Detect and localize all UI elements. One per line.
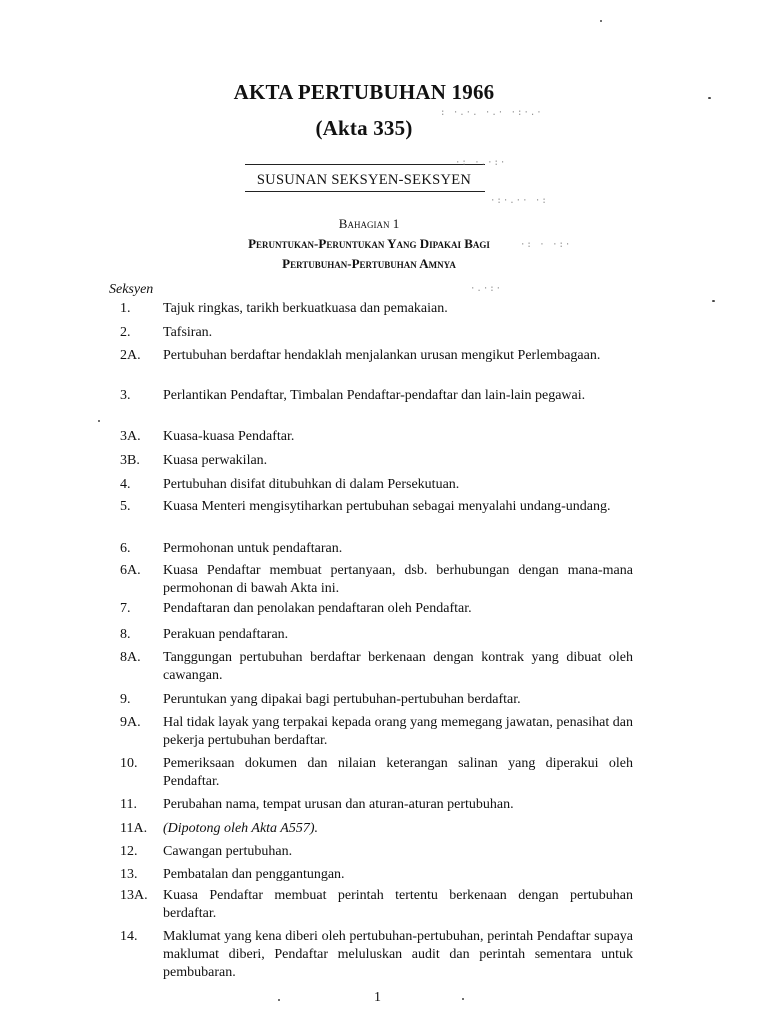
section-title: Kuasa perwakilan. — [163, 453, 268, 468]
section-title: Tafsiran. — [163, 325, 213, 340]
section-number: 4. — [120, 477, 131, 492]
section-number: 2. — [120, 325, 131, 340]
section-number: 10. — [120, 756, 138, 771]
section-title: Pembatalan dan penggantungan. — [163, 867, 345, 882]
act-number: (Akta 335) — [315, 116, 413, 140]
section-title: Kuasa Menteri mengisytiharkan pertubuhan sebagai menyalahi undang-undang. — [163, 499, 611, 514]
section-title: Perubahan nama, tempat urusan dan aturan-aturan pertubuhan. — [163, 797, 514, 812]
scan-speck — [278, 999, 280, 1001]
section-number: 5. — [120, 499, 131, 514]
scan-speck — [600, 20, 602, 22]
section-number: 9A. — [120, 715, 141, 730]
section-title: Kuasa Pendaftar membuat pertanyaan, dsb. berhubungan dengan mana-mana permohonan di bawah Akta ini. — [163, 563, 633, 596]
section-title: Pendaftaran dan penolakan pendaftaran oleh Pendaftar. — [163, 601, 472, 616]
scan-bleedthrough: ·: · ·:· — [520, 240, 572, 250]
heading-rule-top — [245, 164, 485, 165]
section-title: Tajuk ringkas, tarikh berkuatkuasa dan pemakaian. — [163, 301, 448, 316]
scan-speck — [462, 998, 464, 1000]
section-number: 3A. — [120, 429, 141, 444]
section-number: 3B. — [120, 453, 140, 468]
section-title: Hal tidak layak yang terpakai kepada orang yang memegang jawatan, penasihat dan pekerja pertubuhan berdaftar. — [163, 715, 633, 748]
section-title: Perlantikan Pendaftar, Timbalan Pendaftar-pendaftar dan lain-lain pegawai. — [163, 388, 586, 403]
section-title: Peruntukan yang dipakai bagi pertubuhan-pertubuhan berdaftar. — [163, 692, 521, 707]
section-title: (Dipotong oleh Akta A557). — [163, 821, 319, 836]
section-title: Tanggungan pertubuhan berdaftar berkenaan dengan kontrak yang dibuat oleh cawangan. — [163, 650, 633, 683]
scan-bleedthrough: ·.·:· — [470, 284, 503, 294]
scan-bleedthrough: : ·.·. ·.· ·:·.· — [440, 108, 543, 118]
section-title: Pemeriksaan dokumen dan nilaian keterangan salinan yang diperakui oleh Pendaftar. — [163, 756, 633, 789]
section-number: 13A. — [120, 888, 148, 903]
scan-speck — [98, 420, 100, 422]
section-number: 3. — [120, 388, 131, 403]
section-number: 9. — [120, 692, 131, 707]
section-title: Kuasa Pendaftar membuat perintah tertentu berkenaan dengan pertubuhan berdaftar. — [163, 888, 633, 921]
section-title: Cawangan pertubuhan. — [163, 844, 293, 859]
section-number: 6. — [120, 541, 131, 556]
section-number: 11A. — [120, 821, 148, 836]
heading-rule-bottom — [245, 191, 485, 192]
contents-heading: SUSUNAN SEKSYEN-SEKSYEN — [256, 172, 472, 188]
section-title: Perakuan pendaftaran. — [163, 627, 289, 642]
section-number: 13. — [120, 867, 138, 882]
section-title: Kuasa-kuasa Pendaftar. — [163, 429, 295, 444]
section-number: 1. — [120, 301, 131, 316]
scan-speck — [712, 300, 715, 302]
section-column-label: Seksyen — [109, 282, 154, 297]
part-label: Bahagian 1 — [338, 216, 400, 231]
part-title-line-1: Peruntukan-Peruntukan Yang Dipakai Bagi — [248, 236, 490, 251]
section-number: 7. — [120, 601, 131, 616]
scan-speck — [708, 97, 711, 99]
section-number: 12. — [120, 844, 138, 859]
section-number: 14. — [120, 929, 138, 944]
section-number: 8. — [120, 627, 131, 642]
act-title: AKTA PERTUBUHAN 1966 — [233, 80, 495, 104]
section-title: Pertubuhan berdaftar hendaklah menjalankan urusan mengikut Perlembagaan. — [163, 348, 601, 363]
section-number: 11. — [120, 797, 137, 812]
section-number: 2A. — [120, 348, 141, 363]
section-title: Permohonan untuk pendaftaran. — [163, 541, 343, 556]
scan-bleedthrough: ·: ·.·:· — [455, 158, 507, 168]
section-title: Maklumat yang kena diberi oleh pertubuhan-pertubuhan, perintah Pendaftar supaya maklumat diberi, Pendaftar meluluskan audit dan perintah sementara untuk pembubaran. — [163, 929, 633, 980]
part-title-line-2: Pertubuhan-Pertubuhan Amnya — [282, 256, 456, 271]
scan-bleedthrough: ·:·.·· ·: — [490, 196, 548, 206]
section-number: 6A. — [120, 563, 141, 578]
section-title: Pertubuhan disifat ditubuhkan di dalam Persekutuan. — [163, 477, 460, 492]
section-number: 8A. — [120, 650, 141, 665]
page-number: 1 — [374, 990, 381, 1005]
